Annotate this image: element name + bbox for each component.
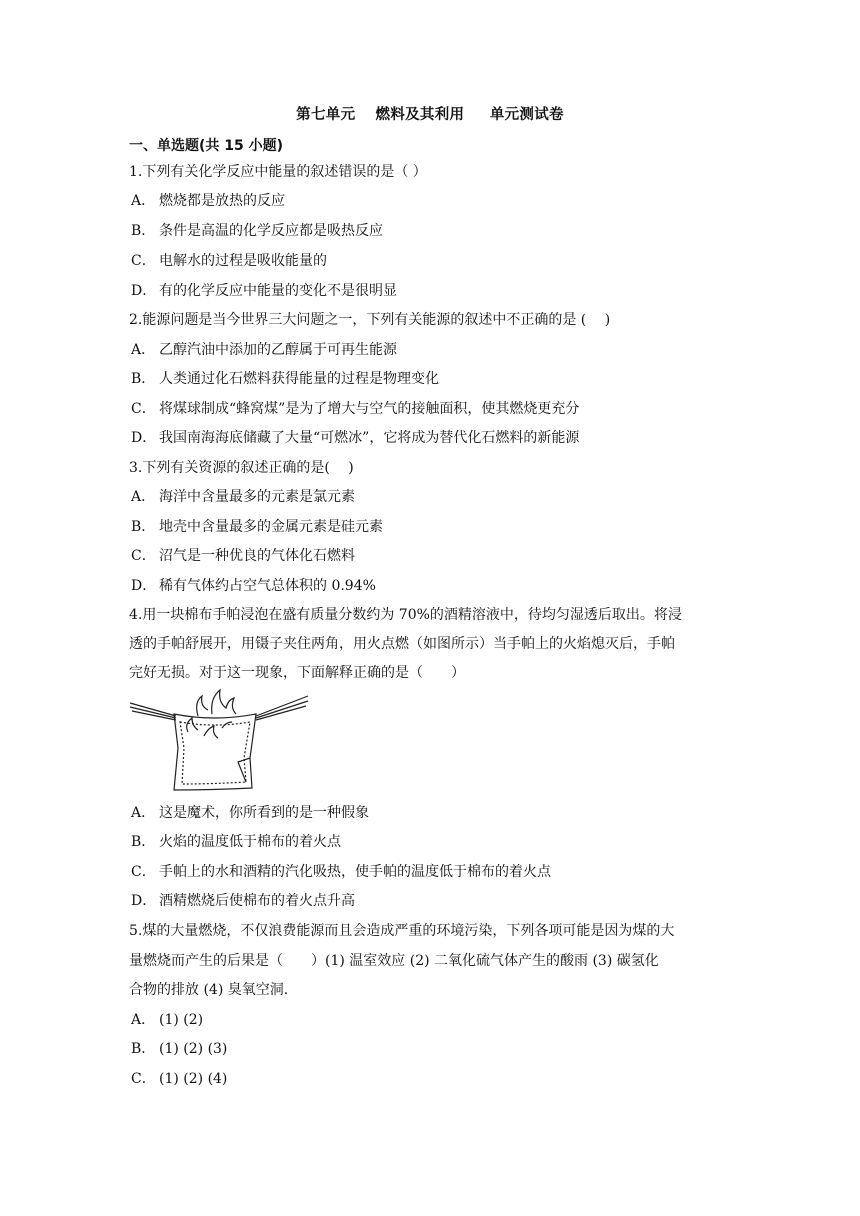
option-text: 海洋中含量最多的元素是氯元素 bbox=[159, 489, 355, 505]
option-text: 将煤球制成“蜂窝煤”是为了增大与空气的接触面积，使其燃烧更充分 bbox=[159, 401, 580, 417]
question-4-stem-line-2: 透的手帕舒展开，用镊子夹住两角，用火点燃（如图所示）当手帕上的火焰熄灭后，手帕 bbox=[129, 636, 675, 652]
question-1-option-b bbox=[131, 221, 383, 241]
option-label: D． bbox=[131, 430, 157, 446]
option-text: 沼气是一种优良的气体化石燃料 bbox=[159, 548, 355, 564]
question-2-option-d bbox=[131, 428, 579, 448]
option-text: 地壳中含量最多的金属元素是硅元素 bbox=[159, 519, 383, 535]
question-4-stem-line-3: 完好无损。对于这一现象，下面解释正确的是（ ） bbox=[129, 665, 465, 681]
option-label: A． bbox=[131, 1012, 156, 1028]
option-label: A． bbox=[131, 805, 156, 821]
question-1-option-d bbox=[131, 281, 397, 301]
option-text: 有的化学反应中能量的变化不是很明显 bbox=[159, 283, 397, 299]
question-4-stem-line-1: 4.用一块棉布手帕浸泡在盛有质量分数约为 70%的酒精溶液中，待均匀湿透后取出。将浸 bbox=[129, 607, 682, 623]
question-4-option-a bbox=[131, 803, 369, 823]
question-3-option-a bbox=[131, 487, 355, 507]
option-text: (1) (2) (4) bbox=[159, 1071, 228, 1087]
question-5-option-a bbox=[131, 1010, 203, 1030]
option-label: A． bbox=[131, 342, 156, 358]
question-2-option-b bbox=[131, 369, 439, 389]
question-3-option-c bbox=[131, 546, 355, 566]
option-text: 乙醇汽油中添加的乙醇属于可再生能源 bbox=[159, 342, 397, 358]
section-heading: 一、单选题(共 15 小题) bbox=[129, 138, 284, 154]
option-text: 火焰的温度低于棉布的着火点 bbox=[159, 834, 341, 850]
option-label: C． bbox=[131, 1071, 156, 1087]
option-label: D． bbox=[131, 578, 157, 594]
question-3-option-b bbox=[131, 517, 383, 537]
option-label: B． bbox=[131, 519, 156, 535]
question-5-stem-line-3: 合物的排放 (4) 臭氧空洞. bbox=[129, 982, 289, 998]
option-label: D． bbox=[131, 283, 157, 299]
option-label: B． bbox=[131, 834, 156, 850]
option-text: (1) (2) bbox=[159, 1012, 204, 1028]
question-2-option-a bbox=[131, 340, 397, 360]
question-5-stem-line-1: 5.煤的大量燃烧，不仅浪费能源而且会造成严重的环境污染，下列各项可能是因为煤的大 bbox=[129, 923, 675, 939]
question-1-option-a bbox=[131, 191, 285, 211]
option-text: (1) (2) (3) bbox=[159, 1041, 228, 1057]
option-label: C． bbox=[131, 401, 156, 417]
option-text: 条件是高温的化学反应都是吸热反应 bbox=[159, 223, 383, 239]
option-label: A． bbox=[131, 193, 156, 209]
page-title: 第七单元 燃料及其利用 单元测试卷 bbox=[296, 107, 564, 123]
question-4-option-b bbox=[131, 832, 341, 852]
question-5-option-c bbox=[131, 1069, 227, 1089]
question-2-option-c bbox=[131, 399, 579, 419]
option-text: 酒精燃烧后使棉布的着火点升高 bbox=[159, 893, 355, 909]
question-3-option-d bbox=[131, 576, 376, 596]
question-1-stem: 1.下列有关化学反应中能量的叙述错误的是（ ） bbox=[129, 164, 427, 180]
option-label: D． bbox=[131, 893, 157, 909]
question-2-stem: 2.能源问题是当今世界三大问题之一，下列有关能源的叙述中不正确的是 ( ) bbox=[129, 312, 611, 328]
option-text: 电解水的过程是吸收能量的 bbox=[159, 253, 327, 269]
option-text: 我国南海海底储藏了大量“可燃冰”，它将成为替代化石燃料的新能源 bbox=[159, 430, 580, 446]
question-5-stem-line-2: 量燃烧而产生的后果是（ ）(1) 温室效应 (2) 二氧化硫气体产生的酸雨 (3) 碳氢化 bbox=[129, 953, 659, 969]
option-label: C． bbox=[131, 548, 156, 564]
question-4-option-d bbox=[131, 891, 355, 911]
option-label: A． bbox=[131, 489, 156, 505]
option-label: C． bbox=[131, 864, 156, 880]
option-label: B． bbox=[131, 1041, 156, 1057]
question-5-option-b bbox=[131, 1039, 227, 1059]
question-3-stem: 3.下列有关资源的叙述正确的是( ) bbox=[129, 460, 354, 476]
question-4-option-c bbox=[131, 862, 551, 882]
option-text: 手帕上的水和酒精的汽化吸热，使手帕的温度低于棉布的着火点 bbox=[159, 864, 551, 880]
option-label: B． bbox=[131, 371, 156, 387]
handkerchief-figure bbox=[128, 688, 310, 794]
option-text: 燃烧都是放热的反应 bbox=[159, 193, 285, 209]
question-1-option-c bbox=[131, 251, 327, 271]
option-label: C． bbox=[131, 253, 156, 269]
option-label: B． bbox=[131, 223, 156, 239]
option-text: 这是魔术，你所看到的是一种假象 bbox=[159, 805, 369, 821]
option-text: 稀有气体约占空气总体积的 0.94% bbox=[159, 578, 376, 594]
option-text: 人类通过化石燃料获得能量的过程是物理变化 bbox=[159, 371, 439, 387]
